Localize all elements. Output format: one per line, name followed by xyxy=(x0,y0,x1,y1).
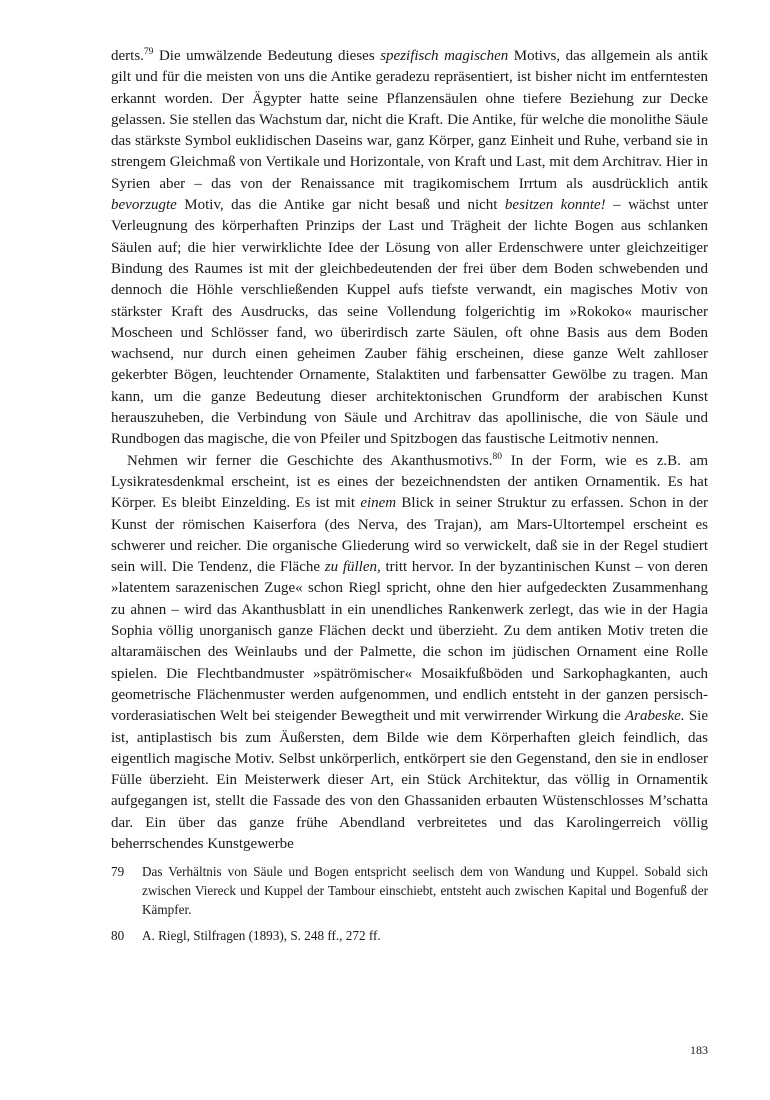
text-run: Motivs, das allgemein als antik gilt und für die meisten von uns die Antike geradezu repräsentiert, ist bisher nicht im entferntesten erkannt worden. Der Ägypter hatte seine Pflanzensäulen ohne tiefere Beziehung zur Decke gelassen. Sie stellen das Wachstum dar, nicht die Kraft. Die Antike, für welche die monolithe Säule das stärkste Symbol euklidischen Daseins war, ganz Körper, ganz Einheit und Ruhe, verband sie in strengem Gleichmaß von Vertikale und Horizontale, von Kraft und Last, mit dem Architrav. Hier in Syrien aber – das von der Renaissance mit tragikomischem Irrtum als ausdrücklich antik xyxy=(111,48,708,192)
paragraph xyxy=(111,46,708,451)
page-number: 183 xyxy=(690,1043,708,1057)
book-page xyxy=(111,46,708,952)
text-run: Nehmen wir ferner die Geschichte des Akanthusmotivs. xyxy=(127,452,493,469)
emphasis: spezifisch magischen xyxy=(380,48,509,64)
footnote xyxy=(111,862,708,919)
emphasis: einem xyxy=(360,495,397,512)
footnote-text: Das Verhältnis von Säule und Bogen entspricht seelisch dem von Wandung und Kuppel. Sobald sich zwischen Viereck und Kuppel der Tambour einschiebt, entsteht auch zwischen Kapital und Bogenfuß der Kämpfer. xyxy=(142,864,708,918)
emphasis: besitzen konnte! xyxy=(504,197,606,214)
footnotes xyxy=(111,862,708,945)
footnote-ref: 80 xyxy=(492,451,502,462)
text-run: Blick in seiner Struktur zu erfassen. Schon in der Kunst der römischen Kaiserfora (des Nerva, des Trajan), am Mars-Ultortempel erscheint es schwerer und reicher. Die organische Gliederung wird so verwickelt, daß sie in der Regel studiert sein will. Die Tendenz, die Fläche xyxy=(111,495,709,576)
body-text xyxy=(111,46,708,855)
paragraph xyxy=(111,451,708,856)
text-run: – wächst unter Verleugnung des körperhaften Prinzips der Last und Trägheit der lichte Bogen aus schlanken Säulen auf; die hier verwirklichte Idee der Lösung von aller Erdenschwere unter gleichzeitiger Bindung des Raumes ist mit der gleichbedeutenden der frei über dem Boden schwebenden und dennoch die Höhle verschließenden Kuppel aufs tiefste verwandt, ein magisches Motiv von stärkster Kraft des Ausdrucks, das seine Vollendung folgerichtig im »Rokoko« maurischer Moscheen und Schlösser fand, wo überirdisch zarte Säulen, oft ohne Basis aus dem Boden wachsend, nur durch einen geheimen Zauber fähig erscheinen, diese ganze Welt zahlloser gekerbter Bögen, leuchtender Ornamente, Stalaktiten und farbensatter Gewölbe zu tragen. Man kann, um die ganze Bedeutung dieser architektonischen Grundform der arabischen Kunst herauszuheben, die Verbindung von Säule und Architrav das apollinische, die von Säule und Rundbogen das magische, die von Pfeiler und Spitzbogen das faustische Leitmotiv nennen. xyxy=(111,197,708,448)
text-run: Sie ist, antiplastisch bis zum Äußersten, dem Bilde wie dem Körperhaften gleich feindlich, das eigentlich magische Motiv. Selbst unkörperlich, entkörpert sie den Gegenstand, den sie in endloser Fülle überzieht. Ein Meisterwerk dieser Art, ein Stück Architektur, das völlig in Ornamentik aufgegangen ist, stellt die Fassade des von den Ghassaniden erbauten Wüstenschlosses M’schatta dar. Ein über das ganze frühe Abendland verbreitetes und das Karolingerreich völlig beherrschendes Kunstgewerbe xyxy=(111,708,708,852)
text-run: tritt hervor. In der byzantinischen Kunst – von deren »latentem sarazenischen Zuge« schon Riegl spricht, ohne den hier aufgedeckten Zusammenhang zu ahnen – wird das Akanthusblatt in ein unendliches Rankenwerk zerlegt, das wie in der Hagia Sophia völlig unorganisch ganze Flächen deckt und überzieht. Zu dem antiken Motiv treten die altaramäischen des Weinlaubs und der Palmette, die schon im jüdischen Ornament eine Rolle spielen. Die Flechtbandmuster »spätrömischer« Mosaikfußböden und Sarkophagkanten, auch geometrische Flächenmuster werden aufgenommen, und endlich entsteht in der ganzen persisch-vorderasiatischen Welt bei steigender Bewegtheit und mit verwirrender Wirkung die xyxy=(111,559,708,725)
emphasis: Arabeske. xyxy=(625,708,685,725)
emphasis: bevorzugte xyxy=(111,197,177,214)
text-run: Motiv, das die Antike gar nicht besaß und nicht xyxy=(176,197,505,214)
footnote-ref: 79 xyxy=(143,47,154,57)
footnote xyxy=(111,926,708,945)
emphasis: zu füllen, xyxy=(324,559,381,576)
text-run: derts. xyxy=(111,48,144,64)
text-run: In der Form, wie es z.B. am Lysikratesdenkmal erscheint, ist es eines der bezeichnendsten der antiken Ornamentik. Es hat Körper. Es bleibt Einzelding. Es ist mit xyxy=(111,452,708,512)
footnote-text: A. Riegl, Stilfragen (1893), S. 248 ff., 272 ff. xyxy=(142,928,381,944)
footnote-number: 79 xyxy=(111,864,125,880)
text-run: Die umwälzende Bedeutung dieses xyxy=(153,48,381,64)
footnote-number: 80 xyxy=(111,928,125,944)
